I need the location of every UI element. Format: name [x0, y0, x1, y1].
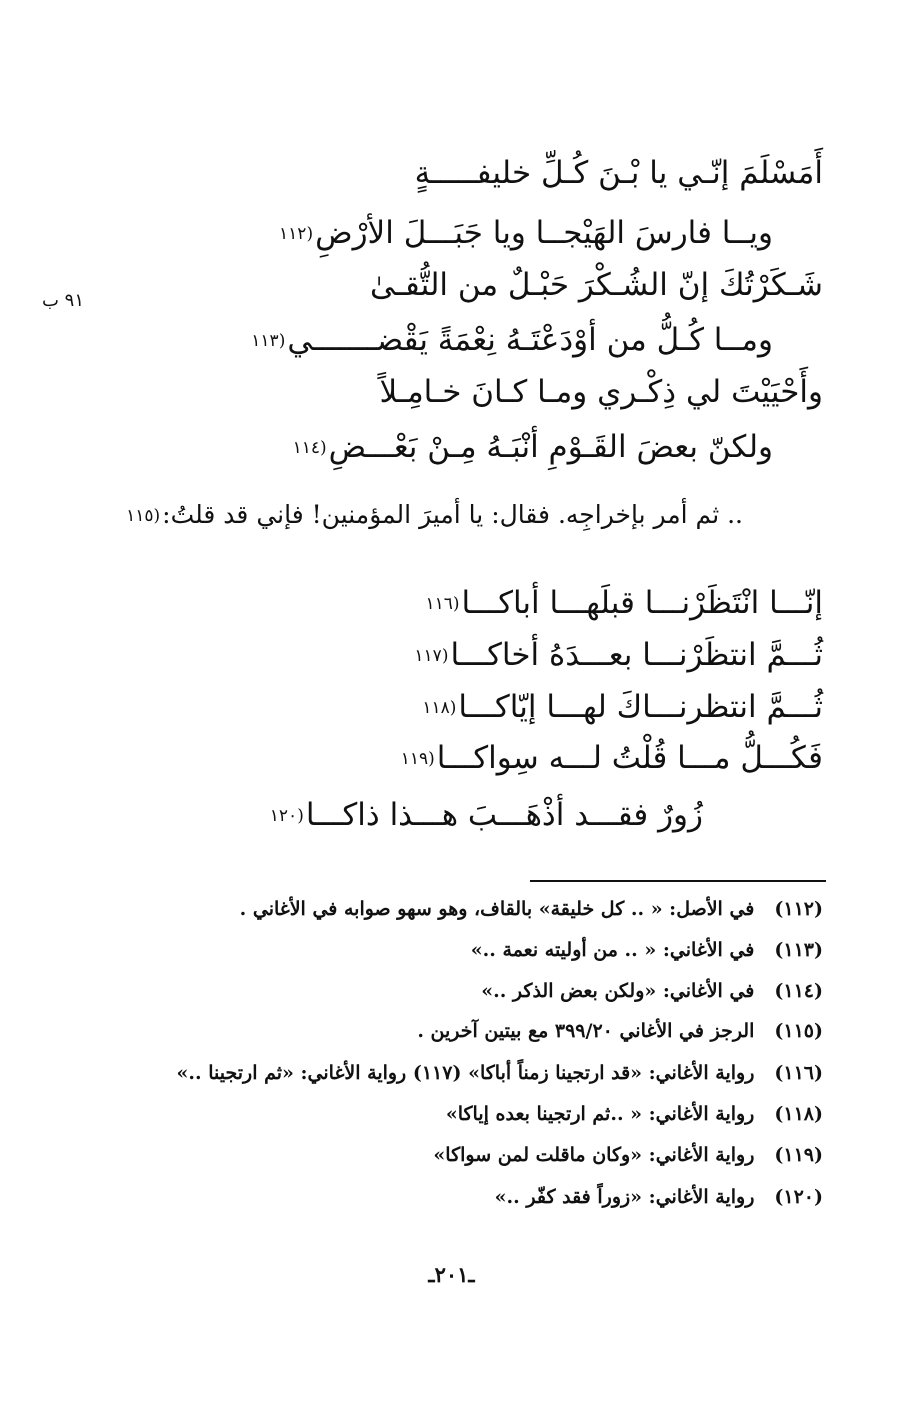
footnote-number: (١١٩)	[774, 1144, 823, 1166]
footnote-text: رواية الأغاني: «وكان ماقلت لمن سواكا»	[433, 1144, 755, 1166]
verse-text: شَـكَرْتُكَ إنّ الشُـكْرَ حَبْـلٌ من التُّقـىٰ	[370, 267, 823, 303]
rajaz-number: (١١٩	[400, 749, 435, 769]
verse-6	[292, 429, 773, 465]
footnote-119	[433, 1146, 823, 1165]
verse-4	[251, 322, 773, 358]
rajaz-4	[400, 740, 823, 776]
rajaz-text: إنّـــا انْتَظَرْنـــا قبلَهـــا أباكـــا	[461, 585, 823, 621]
prose-text: .. ثم أمر بإخراجِه. فقال: يا أميرَ المؤمنين! فإني قد قلتُ:	[162, 500, 743, 529]
rajaz-number: (١٢٠	[269, 806, 304, 826]
verse-text: ومــا كُـلُّ من أوْدَعْتَـهُ نِعْمَةً يَقْضـــــــي	[287, 322, 773, 358]
prose-line	[126, 502, 743, 527]
footnote-number: (١١٨)	[774, 1103, 823, 1125]
footnote-116	[177, 1064, 823, 1083]
verse-text: أَمَسْلَمَ إنّـي يا بْـنَ كُـلِّ خليفـــــةٍ	[414, 155, 823, 191]
rajaz-text: فَكُـــلُّ مـــا قُلْتُ لـــه سِواكـــا	[436, 740, 823, 776]
footnote-number: (١١٤)	[774, 980, 823, 1002]
margin-folio-note: ٩١ ب	[42, 290, 85, 311]
verse-number: (١١٣	[251, 331, 286, 351]
footnote-text: رواية الأغاني: «قد ارتجينا زمناً أباكا» (١١٧) رواية الأغاني: «ثم ارتجينا ..»	[176, 1062, 755, 1084]
footnote-118	[446, 1105, 823, 1124]
footnote-114	[481, 982, 823, 1001]
footnote-number: (١١٣)	[774, 939, 823, 961]
footnote-separator	[530, 880, 826, 882]
verse-5	[379, 374, 824, 410]
verse-number: (١١٤	[292, 438, 327, 458]
footnote-number: (١١٥)	[774, 1020, 823, 1042]
rajaz-number: (١١٦	[425, 594, 460, 614]
verse-2	[279, 215, 773, 251]
footnote-text: رواية الأغاني: « ..ثم ارتجينا بعده إياكا»	[445, 1103, 755, 1125]
footnote-115	[417, 1022, 823, 1041]
rajaz-2	[414, 637, 823, 673]
verse-3	[370, 267, 823, 303]
rajaz-number: (١١٧	[414, 646, 449, 666]
page-number: ـ٢٠١ـ	[428, 1262, 475, 1287]
footnote-text: في الأغاني: «ولكن بعض الذكر ..»	[481, 980, 755, 1002]
verse-1	[414, 155, 823, 191]
verse-text: وأَحْيَيْتَ لي ذِكْـري ومـا كـانَ خـامِـلاً	[379, 374, 823, 410]
rajaz-1	[425, 585, 823, 621]
footnote-112	[240, 900, 823, 919]
footnote-113	[471, 941, 823, 960]
rajaz-text: ثُـــمَّ انتظرنـــاكَ لهـــا إيّاكـــا	[458, 689, 823, 725]
rajaz-text: زُورٌ فقـــد أذْهَـــبَ هـــذا ذاكـــا	[305, 797, 703, 833]
footnote-text: في الأصل: « .. كل خليقة» بالقاف، وهو سهو صوابه في الأغاني .	[239, 898, 755, 920]
footnote-text: في الأغاني: « .. من أوليته نعمة ..»	[470, 939, 755, 961]
footnote-number: (١٢٠)	[774, 1186, 823, 1208]
prose-number: (١١٥	[126, 506, 161, 526]
rajaz-text: ثُـــمَّ انتظَرْنـــا بعـــدَهُ أخاكـــا	[450, 637, 823, 673]
footnote-number: (١١٢)	[774, 898, 823, 920]
rajaz-5	[269, 797, 703, 833]
rajaz-3	[422, 689, 823, 725]
verse-number: (١١٢	[279, 224, 314, 244]
footnote-number: (١١٦)	[774, 1062, 823, 1084]
verse-text: ويــا فارسَ الهَيْجــا ويا جَبَـــلَ الأرْضِ	[315, 215, 773, 251]
verse-text: ولكنّ بعضَ القَـوْمِ أنْبَـهُ مِـنْ بَعْـــضِ	[328, 429, 773, 465]
footnote-120	[495, 1188, 823, 1207]
rajaz-number: (١١٨	[422, 698, 457, 718]
footnote-text: الرجز في الأغاني ٣٩٩/٢٠ مع بيتين آخرين .	[417, 1020, 755, 1042]
footnote-text: رواية الأغاني: «زوراً فقد كفّر ..»	[494, 1186, 755, 1208]
